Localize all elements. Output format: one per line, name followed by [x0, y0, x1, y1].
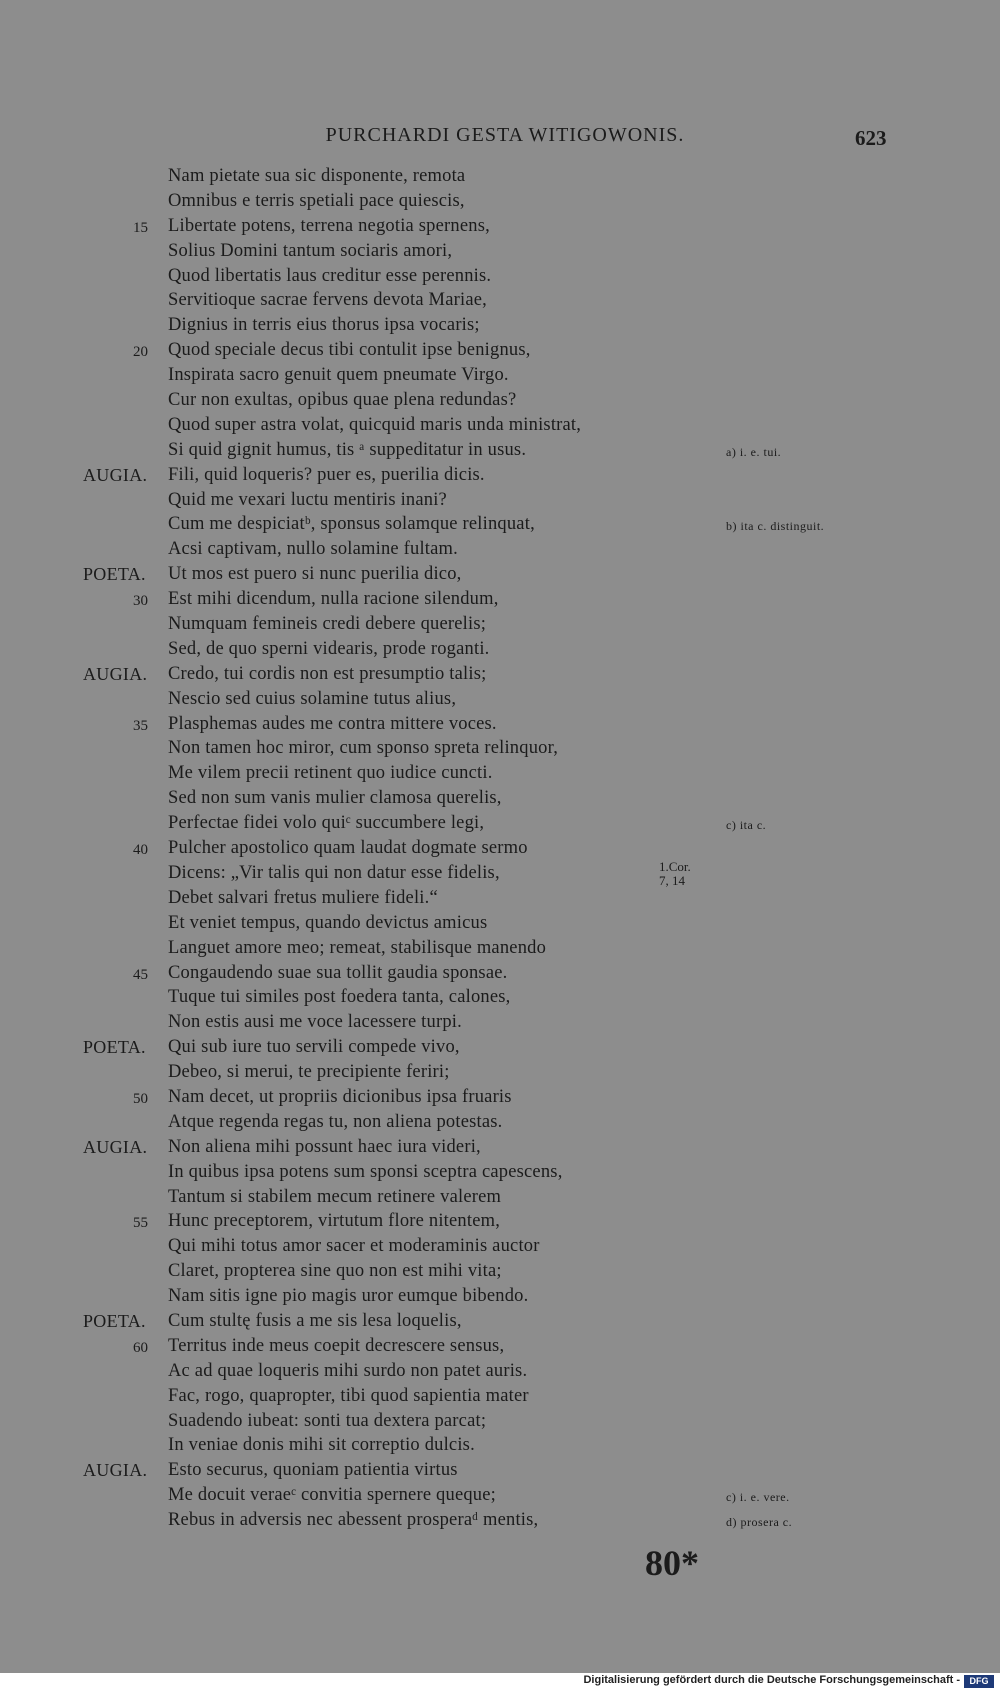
margin-reference-verse: 7, 14 [659, 873, 685, 888]
verse-line [0, 241, 1000, 266]
line-number: 15 [133, 219, 148, 236]
verse-line [0, 1261, 1000, 1286]
verse-text: Debeo, si merui, te precipiente feriri; [168, 1062, 450, 1083]
verse-line [0, 1162, 1000, 1187]
verse-line [0, 639, 1000, 664]
verse-line [0, 539, 1000, 564]
verse-text: Non aliena mihi possunt haec iura videri, [168, 1136, 481, 1157]
verse-text: Languet amore meo; remeat, stabilisque manendo [168, 937, 547, 958]
line-number: 20 [133, 344, 148, 361]
speaker-label: AUGIA. [83, 1460, 148, 1481]
verse-line [0, 390, 1000, 415]
verse-text: Quid me vexari luctu mentiris inani? [168, 489, 447, 510]
verse-text: Me docuit veraeᶜ convitia spernere queque; [168, 1485, 497, 1506]
verse-line [0, 1485, 1000, 1510]
verse-line [0, 963, 1000, 988]
verse-text: Quod libertatis laus creditur esse perennis. [168, 265, 492, 286]
verse-line [0, 340, 1000, 365]
verse-text: Non estis ausi me voce lacessere turpi. [168, 1012, 462, 1033]
verse-text: Credo, tui cordis non est presumptio talis; [168, 663, 487, 684]
verse-line [0, 415, 1000, 440]
verse-line [0, 664, 1000, 689]
verse-text: Dignius in terris eius thorus ipsa vocaris; [168, 315, 480, 336]
verse-text: In veniae donis mihi sit correptio dulcis. [168, 1435, 475, 1456]
line-number: 35 [133, 717, 148, 734]
verse-text: Inspirata sacro genuit quem pneumate Virgo. [168, 365, 509, 386]
verse-text: Claret, propterea sine quo non est mihi vita; [168, 1261, 502, 1282]
verse-text: Et veniet tempus, quando devictus amicus [168, 912, 488, 933]
verse-text: Servitioque sacrae fervens devota Mariae, [168, 290, 487, 311]
verse-text: Qui sub iure tuo servili compede vivo, [168, 1037, 460, 1058]
verse-text: Qui mihi totus amor sacer et moderaminis auctor [168, 1236, 540, 1257]
verse-line [0, 490, 1000, 515]
verse-text: Dicens: „Vir talis qui non datur esse fidelis, [168, 862, 500, 883]
footnote: c) ita c. [726, 818, 767, 833]
verse-line [0, 888, 1000, 913]
speaker-label: AUGIA. [83, 464, 148, 485]
verse-line [0, 1411, 1000, 1436]
verse-text: Tantum si stabilem mecum retinere valerem [168, 1186, 502, 1207]
verse-text: Ac ad quae loqueris mihi surdo non patet auris. [168, 1360, 528, 1381]
verse-line [0, 564, 1000, 589]
verse-text: Ut mos est puero si nunc puerilia dico, [168, 564, 462, 585]
verse-text: Esto securus, quoniam patientia virtus [168, 1460, 458, 1481]
speaker-label: POETA. [83, 1310, 146, 1331]
verse-line [0, 1087, 1000, 1112]
verse-text: Est mihi dicendum, nulla racione silendum, [168, 589, 499, 610]
verse-line [0, 738, 1000, 763]
verse-text: Numquam femineis credi debere querelis; [168, 614, 487, 635]
speaker-label: AUGIA. [83, 663, 148, 684]
line-number: 60 [133, 1339, 148, 1356]
verse-text: Tuque tui similes post foedera tanta, calones, [168, 987, 511, 1008]
line-number: 40 [133, 842, 148, 859]
verse-line [0, 987, 1000, 1012]
verse-text: Atque regenda regas tu, non aliena potestas. [168, 1111, 503, 1132]
line-number: 50 [133, 1090, 148, 1107]
verse-text: In quibus ipsa potens sum sponsi sceptra capescens, [168, 1161, 563, 1182]
verse-line [0, 1435, 1000, 1460]
verse-text: Quod speciale decus tibi contulit ipse benignus, [168, 340, 531, 361]
verse-line [0, 440, 1000, 465]
verse-text: Acsi captivam, nullo solamine fultam. [168, 539, 458, 560]
verse-line [0, 1137, 1000, 1162]
verse-line [0, 913, 1000, 938]
verse-line [0, 1286, 1000, 1311]
verse-line [0, 589, 1000, 614]
verse-text: Solius Domini tantum sociaris amori, [168, 240, 453, 261]
line-number: 30 [133, 593, 148, 610]
verse-text: Debet salvari fretus muliere fideli.“ [168, 887, 438, 908]
verse-text: Perfectae fidei volo quiᶜ succumbere legi, [168, 813, 485, 834]
verse-text: Quod super astra volat, quicquid maris unda ministrat, [168, 414, 582, 435]
verse-line [0, 1211, 1000, 1236]
verse-text: Territus inde meus coepit decrescere sensus, [168, 1335, 505, 1356]
verse-text: Omnibus e terris spetiali pace quiescis, [168, 190, 465, 211]
verse-text: Cur non exultas, opibus quae plena redundas? [168, 390, 517, 411]
running-title: PURCHARDI GESTA WITIGOWONIS. [325, 124, 685, 146]
margin-reference-book: 1.Cor. [659, 859, 691, 874]
verse-text: Congaudendo suae sua tollit gaudia sponsae. [168, 962, 508, 983]
verse-line [0, 465, 1000, 490]
verse-line [0, 1510, 1000, 1535]
verse-line [0, 813, 1000, 838]
verse-line [0, 1336, 1000, 1361]
verse-text: Cum me despiciatᵇ, sponsus solamque relinquat, [168, 514, 535, 535]
verse-line [0, 689, 1000, 714]
dfg-logo: DFG [964, 1675, 994, 1688]
verse-text: Si quid gignit humus, tis ᵃ suppeditatur in usus. [168, 439, 527, 460]
verse-text: Non tamen hoc miror, cum sponso spreta relinquor, [168, 738, 559, 759]
signature-mark: 80* [645, 1543, 699, 1583]
verse-text: Rebus in adversis nec abessent prosperaᵈ mentis, [168, 1510, 539, 1531]
verse-text: Plasphemas audes me contra mittere voces. [168, 713, 497, 734]
verse-text: Hunc preceptorem, virtutum flore nitentem, [168, 1211, 501, 1232]
verse-line [0, 1187, 1000, 1212]
line-number: 45 [133, 966, 148, 983]
verse-text: Nam sitis igne pio magis uror eumque bibendo. [168, 1286, 529, 1307]
verse-line [0, 514, 1000, 539]
verse-text: Fac, rogo, quapropter, tibi quod sapientia mater [168, 1385, 529, 1406]
verse-line [0, 1112, 1000, 1137]
verse-text: Nam decet, ut propriis dicionibus ipsa fruaris [168, 1086, 512, 1107]
verse-line [0, 863, 1000, 888]
speaker-label: POETA. [83, 1037, 146, 1058]
verse-line [0, 1062, 1000, 1087]
verse-text: Pulcher apostolico quam laudat dogmate sermo [168, 838, 528, 859]
verse-text: Sed, de quo sperni videaris, prode roganti. [168, 638, 490, 659]
verse-text: Cum stultę fusis a me sis lesa loquelis, [168, 1310, 462, 1331]
footer-credit: Digitalisierung gefördert durch die Deutsche Forschungsgemeinschaft - [583, 1674, 960, 1686]
verse-line [0, 614, 1000, 639]
footnote: d) prosera c. [726, 1515, 793, 1530]
verse-line [0, 1012, 1000, 1037]
line-number: 55 [133, 1215, 148, 1232]
verse-line [0, 788, 1000, 813]
verse-line [0, 166, 1000, 191]
verse-text: Nescio sed cuius solamine tutus alius, [168, 688, 457, 709]
verse-text: Libertate potens, terrena negotia spernens, [168, 215, 490, 236]
verse-line [0, 838, 1000, 863]
verse-block [0, 166, 1000, 1535]
verse-line [0, 191, 1000, 216]
verse-line [0, 1236, 1000, 1261]
verse-text: Me vilem precii retinent quo iudice cuncti. [168, 763, 493, 784]
margin-reference [659, 860, 691, 888]
speaker-label: POETA. [83, 564, 146, 585]
verse-line [0, 1361, 1000, 1386]
verse-text: Suadendo iubeat: sonti tua dextera parcat; [168, 1410, 487, 1431]
verse-line [0, 763, 1000, 788]
verse-line [0, 1311, 1000, 1336]
verse-line [0, 290, 1000, 315]
verse-text: Fili, quid loqueris? puer es, puerilia dicis. [168, 464, 485, 485]
verse-line [0, 714, 1000, 739]
footnote: a) i. e. tui. [726, 444, 782, 459]
verse-text: Nam pietate sua sic disponente, remota [168, 166, 466, 186]
verse-line [0, 365, 1000, 390]
page-number: 623 [855, 126, 887, 150]
verse-line [0, 1386, 1000, 1411]
footnote: c) i. e. vere. [726, 1490, 790, 1505]
verse-line [0, 938, 1000, 963]
verse-text: Sed non sum vanis mulier clamosa querelis, [168, 788, 502, 809]
verse-line [0, 315, 1000, 340]
verse-line [0, 266, 1000, 291]
verse-line [0, 216, 1000, 241]
verse-line [0, 1460, 1000, 1485]
footnote: b) ita c. distinguit. [726, 519, 825, 534]
speaker-label: AUGIA. [83, 1136, 148, 1157]
verse-line [0, 1037, 1000, 1062]
